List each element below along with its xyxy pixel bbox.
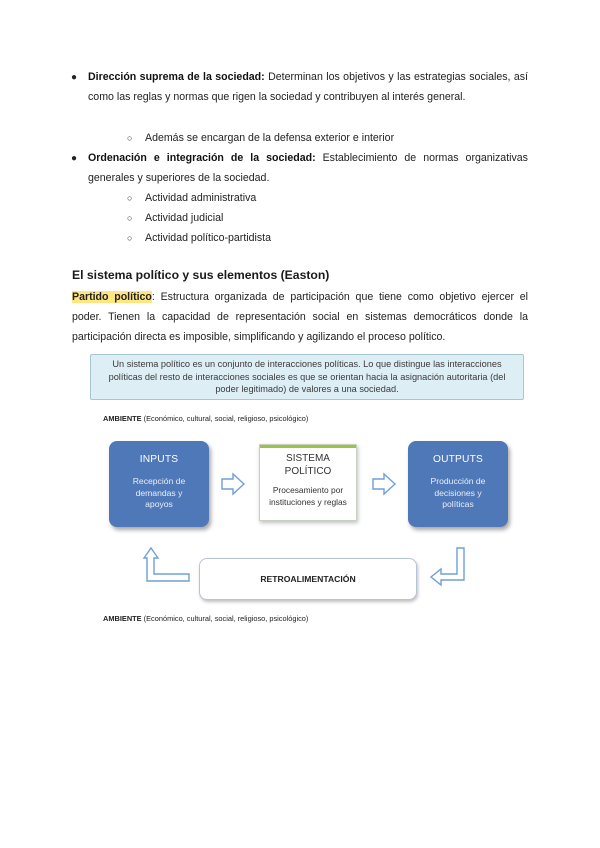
ambiente-label-top: AMBIENTE (Económico, cultural, social, religioso, psicológico) <box>103 414 309 423</box>
sub-bullet-item: ○ Actividad judicial <box>145 209 223 229</box>
feedback-arrow-icon <box>430 547 468 589</box>
definition-box: Un sistema político es un conjunto de interacciones políticas. Lo que distingue las interacciones políticas del resto de interacciones sociales es que se orientan hacia la asignación autoritaria (del poder legitimado) de valores a una sociedad. <box>90 354 524 400</box>
bullet-text: Determinan los objetivos y las estrategias sociales, así como las reglas y normas que rigen la sociedad y contribuyen al interés general. <box>88 71 528 103</box>
definition-paragraph: Partido político: Estructura organizada de participación que tiene como objetivo ejercer el poder. Tienen la capacidad de representación social en sistemas democráticos donde la participación directa es imposible, simplificando y agilizando el proceso político. <box>72 291 528 343</box>
bullet-circle-icon: ○ <box>127 193 133 203</box>
political-system-box <box>259 444 357 521</box>
bullet-bold-term: Ordenación e integración de la sociedad: <box>88 152 316 164</box>
bullet-bold-term: Dirección suprema de la sociedad: <box>88 71 265 83</box>
bullet-dot-icon: ● <box>71 72 78 83</box>
bullet-item <box>71 68 528 107</box>
bullet-circle-icon: ○ <box>127 133 133 143</box>
bullet-circle-icon: ○ <box>127 233 133 243</box>
inputs-title: INPUTS <box>139 454 179 465</box>
bullet-circle-icon: ○ <box>127 213 133 223</box>
sub-bullet-item: ○ Además se encargan de la defensa exterior e interior <box>145 129 394 149</box>
highlighted-term: Partido político <box>72 291 152 303</box>
outputs-box <box>408 441 508 527</box>
bullet-dot-icon: ● <box>71 153 78 164</box>
outputs-description: Producción de decisiones y políticas <box>430 476 486 509</box>
bullet-item <box>71 149 528 188</box>
outputs-title: OUTPUTS <box>432 454 484 465</box>
section-heading: El sistema político y sus elementos (Easton) <box>72 268 330 282</box>
sub-bullet-item: ○ Actividad administrativa <box>145 189 256 209</box>
system-description: Procesamiento por instituciones y reglas <box>269 485 347 507</box>
arrow-right-icon <box>372 473 396 495</box>
accent-bar <box>260 445 356 448</box>
bullet-text: Establecimiento de normas organizativas generales y superiores de la sociedad. <box>88 152 528 184</box>
sub-bullet-item: ○ Actividad político-partidista <box>145 229 271 249</box>
feedback-box: RETROALIMENTACIÓN <box>199 558 417 600</box>
inputs-description: Recepción de demandas y apoyos <box>132 476 186 509</box>
inputs-box <box>109 441 209 527</box>
feedback-up-arrow-icon <box>143 547 191 583</box>
ambiente-label-bottom: AMBIENTE (Económico, cultural, social, religioso, psicológico) <box>103 614 309 623</box>
arrow-right-icon <box>221 473 245 495</box>
system-title: SISTEMA POLÍTICO <box>284 453 332 477</box>
